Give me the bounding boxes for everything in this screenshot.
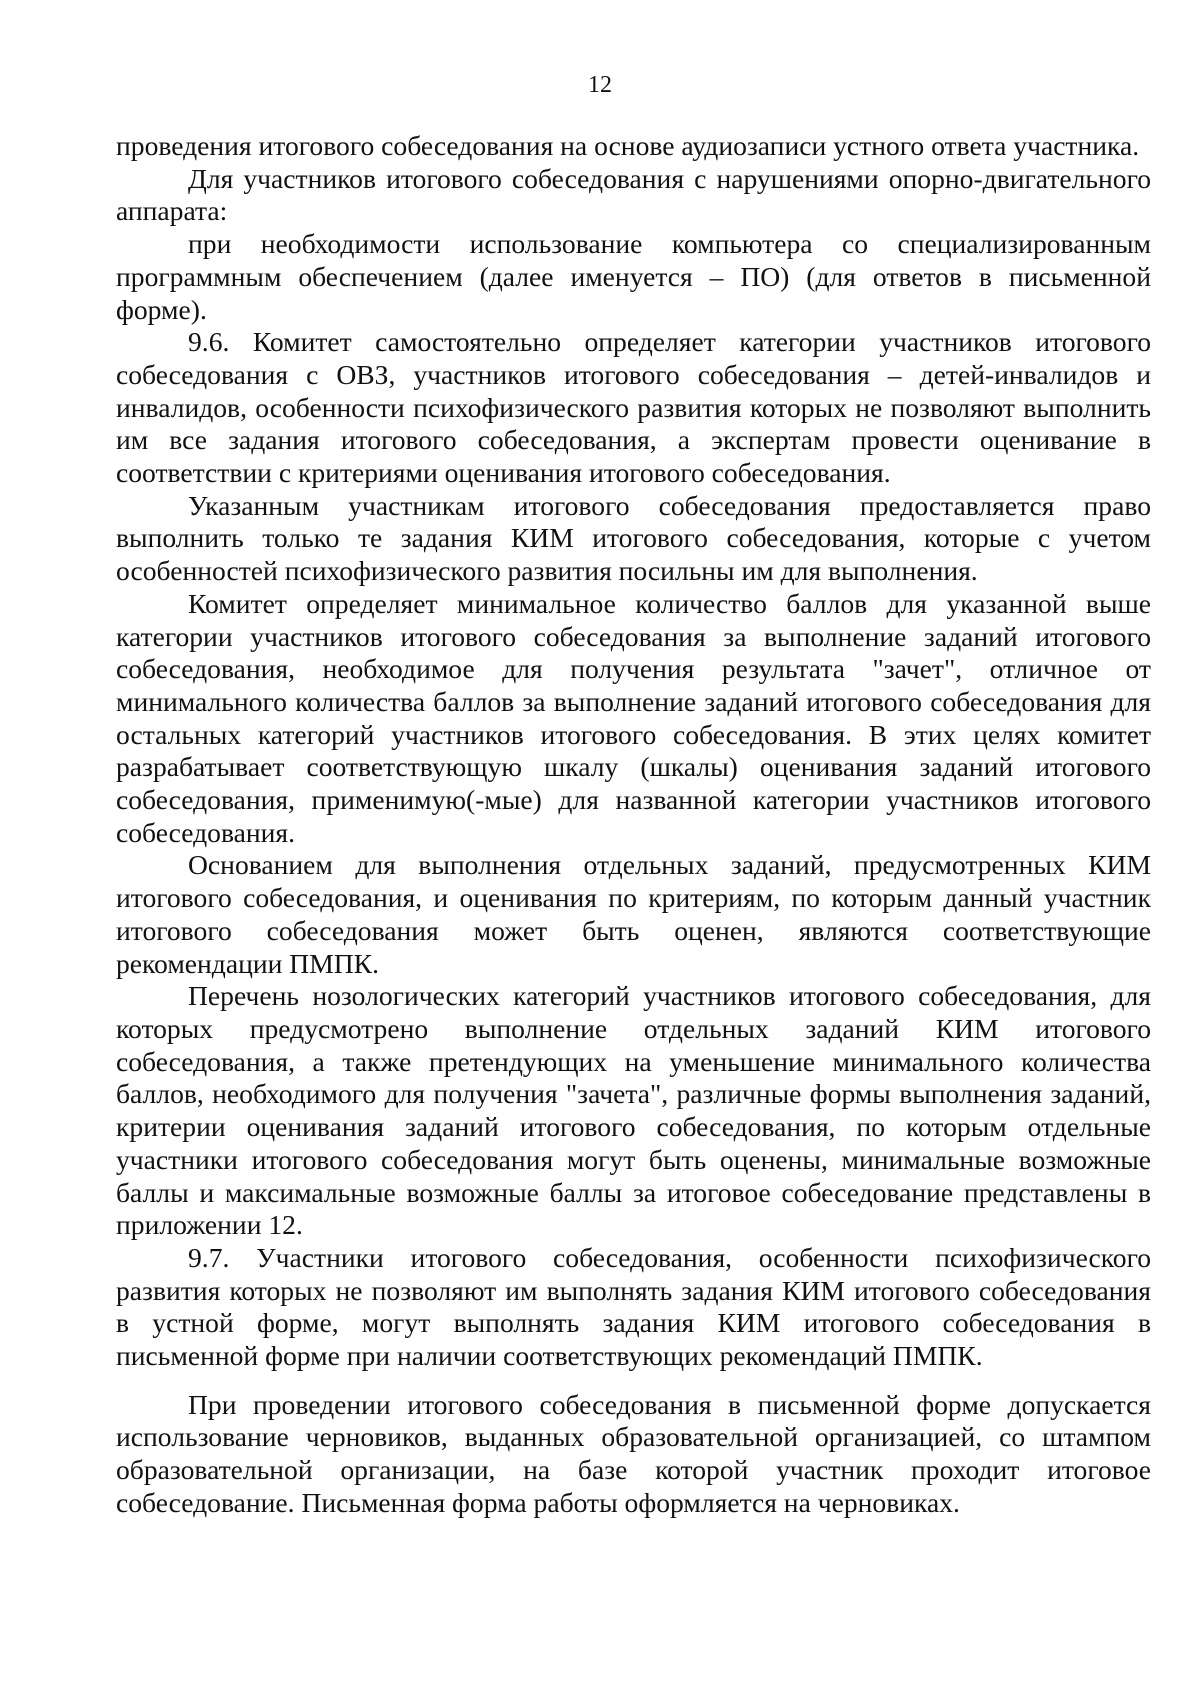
page-number: 12 <box>588 72 612 98</box>
paragraph-musculoskeletal-participants: Для участников итогового собеседования с нарушениями опорно-двигательного аппарата: <box>116 162 1151 227</box>
paragraph-tasks-right: Указанным участникам итогового собеседования предоставляется право выполнить только те задания КИМ итогового собеседования, которые с учетом особенностей психофизического развития посильны им для выполнения. <box>116 489 1151 587</box>
paragraph-nosological-list: Перечень нозологических категорий участников итогового собеседования, для которых предусмотрено выполнение отдельных заданий КИМ итогового собеседования, а также претендующих на уменьшение минимального количества баллов, необходимого для получения "зачета", различные формы выполнения заданий, критерии оценивания заданий итогового собеседования, по которым отдельные участники итогового собеседования могут быть оценены, минимальные возможные баллы и максимальные возможные баллы за итоговое собеседование представлены в приложении 12. <box>116 980 1151 1241</box>
paragraph-continuation: проведения итогового собеседования на основе аудиозаписи устного ответа участника. <box>116 130 1140 161</box>
document-body <box>116 130 1151 1520</box>
paragraph-9-6: 9.6. Комитет самостоятельно определяет категории участников итогового собеседования с ОВЗ, участников итогового собеседования – детей-инвалидов и инвалидов, особенности психофизического развития которых не позволяют выполнить им все задания итогового собеседования, а экспертам провести оценивание в соответствии с критериями оценивания итогового собеседования. <box>116 326 1151 489</box>
paragraph-pmpk-basis: Основанием для выполнения отдельных заданий, предусмотренных КИМ итогового собеседования, и оценивания по критериям, по которым данный участник итогового собеседования может быть оценен, являются соответствующие рекомендации ПМПК. <box>116 849 1151 979</box>
paragraph-9-7: 9.7. Участники итогового собеседования, особенности психофизического развития которых не позволяют им выполнять задания КИМ итогового собеседования в устной форме, могут выполнять задания КИМ итогового собеседования в письменной форме при наличии соответствующих рекомендаций ПМПК. <box>116 1241 1151 1372</box>
paragraph-minimum-score: Комитет определяет минимальное количество баллов для указанной выше категории участников итогового собеседования за выполнение заданий итогового собеседования, необходимое для получения результата "зачет", отличное от минимального количества баллов за выполнение заданий итогового собеседования для остальных категорий участников итогового собеседования. В этих целях комитет разрабатывает соответствующую шкалу (шкалы) оценивания заданий итогового собеседования, применимую(-мые) для названной категории участников итогового собеседования. <box>116 587 1151 848</box>
paragraph-drafts: При проведении итогового собеседования в письменной форме допускается использование черновиков, выданных образовательной организацией, со штампом образовательной организации, на базе которой участник проходит итоговое собеседование. Письменная форма работы оформляется на черновиках. <box>116 1388 1151 1518</box>
paragraph-computer-software: при необходимости использование компьютера со специализированным программным обеспечением (далее именуется – ПО) (для ответов в письменной форме). <box>116 228 1151 325</box>
